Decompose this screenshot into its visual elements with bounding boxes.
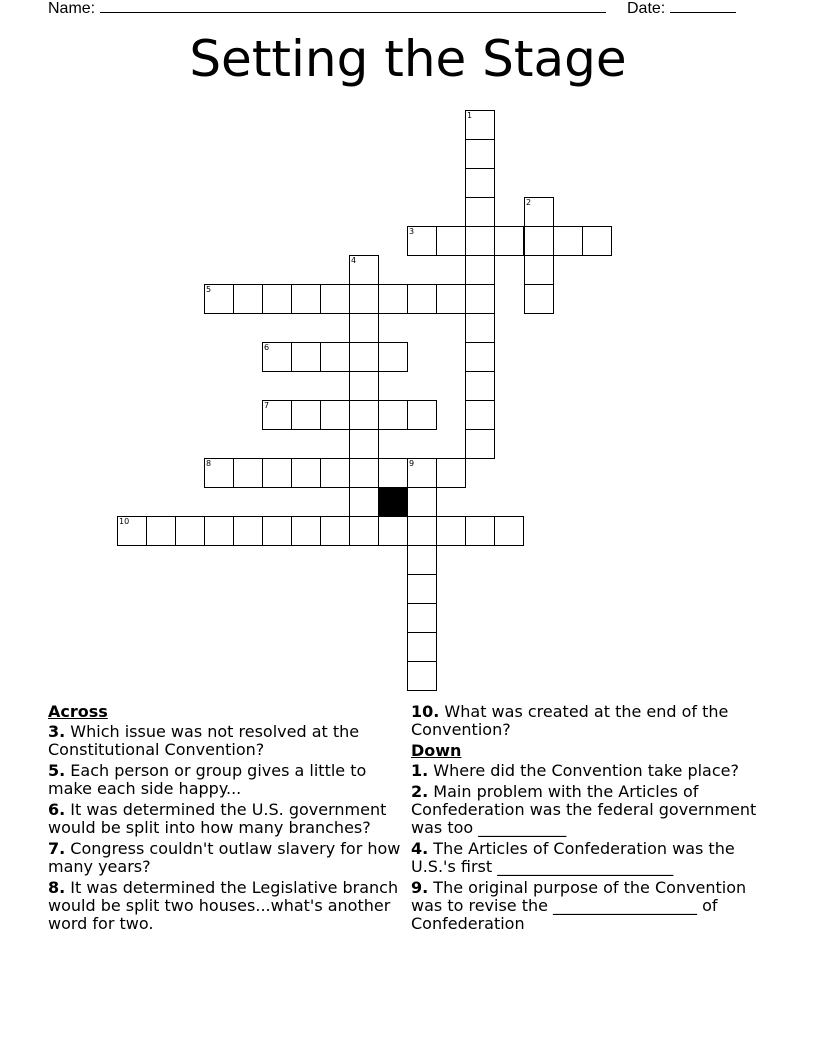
grid-cell[interactable] [349, 284, 379, 314]
grid-cell[interactable] [320, 458, 350, 488]
clue-item-number: 8. [48, 878, 66, 897]
grid-cell[interactable] [262, 342, 292, 372]
grid-cell[interactable] [378, 342, 408, 372]
clue-item-text: It was determined the Legislative branch would be split two houses...what's another word for two. [48, 878, 399, 933]
grid-cell[interactable] [291, 458, 321, 488]
clue-item-number: 9. [411, 878, 429, 897]
grid-cell[interactable] [465, 429, 495, 459]
clue-item-text: Where did the Convention take place? [428, 761, 739, 780]
grid-cell[interactable] [320, 400, 350, 430]
clue-item-text: It was determined the U.S. government would be split into how many branches? [48, 800, 387, 837]
grid-cell[interactable] [349, 487, 379, 517]
grid-cell[interactable] [320, 342, 350, 372]
clue-number: 1 [467, 111, 473, 120]
clue-item-text: The original purpose of the Convention was to revise the __________________ of Confederation [411, 878, 747, 933]
grid-cell[interactable] [465, 284, 495, 314]
grid-cell[interactable] [349, 342, 379, 372]
grid-cell[interactable] [436, 458, 466, 488]
grid-cell[interactable] [291, 516, 321, 546]
clue-item [48, 840, 404, 876]
grid-cell[interactable] [349, 516, 379, 546]
grid-cell[interactable] [233, 458, 263, 488]
clue-item-number: 6. [48, 800, 66, 819]
clue-item-text: What was created at the end of the Convention? [411, 702, 729, 739]
date-field [627, 0, 736, 18]
clue-item [48, 762, 404, 798]
grid-cell[interactable] [320, 284, 350, 314]
grid-cell[interactable] [146, 516, 176, 546]
clue-item-number: 4. [411, 839, 429, 858]
grid-cell[interactable] [407, 487, 437, 517]
grid-cell[interactable] [524, 284, 554, 314]
grid-cell[interactable] [407, 545, 437, 575]
clue-number: 8 [206, 459, 212, 468]
grid-cell[interactable] [465, 400, 495, 430]
grid-cell[interactable] [407, 284, 437, 314]
grid-cell[interactable] [407, 226, 437, 256]
grid-cell[interactable] [262, 516, 292, 546]
clue-number: 5 [206, 285, 212, 294]
grid-cell[interactable] [524, 197, 554, 227]
grid-cell[interactable] [349, 313, 379, 343]
clue-number: 2 [526, 198, 532, 207]
clue-item-text: Each person or group gives a little to make each side happy... [48, 761, 367, 798]
grid-cell[interactable] [291, 400, 321, 430]
grid-cell[interactable] [378, 458, 408, 488]
clue-item-text: Which issue was not resolved at the Constitutional Convention? [48, 722, 360, 759]
grid-cell[interactable] [349, 371, 379, 401]
grid-cell[interactable] [378, 516, 408, 546]
clue-number: 3 [409, 227, 415, 236]
date-label: Date: [627, 0, 666, 17]
grid-cell[interactable] [436, 226, 466, 256]
down-heading: Down [411, 741, 462, 760]
clue-item [411, 762, 767, 780]
grid-cell[interactable] [465, 110, 495, 140]
name-field [48, 0, 606, 18]
grid-cell[interactable] [465, 168, 495, 198]
grid-cell[interactable] [233, 516, 263, 546]
clue-item-number: 2. [411, 782, 429, 801]
clue-item [48, 801, 404, 837]
grid-cell[interactable] [465, 139, 495, 169]
clue-number: 7 [264, 401, 270, 410]
across-clue-list [48, 723, 404, 933]
grid-cell[interactable] [291, 342, 321, 372]
grid-cell[interactable] [465, 197, 495, 227]
clues-right-column [411, 703, 767, 936]
grid-cell[interactable] [524, 255, 554, 285]
clue-item [48, 723, 404, 759]
clue-item [411, 703, 767, 739]
grid-cell[interactable] [465, 342, 495, 372]
clue-number: 4 [351, 256, 357, 265]
grid-cell[interactable] [553, 226, 583, 256]
clue-item [411, 879, 767, 933]
grid-cell[interactable] [436, 516, 466, 546]
grid-cell[interactable] [349, 255, 379, 285]
clue-item [411, 783, 767, 837]
clue-item-number: 1. [411, 761, 429, 780]
grid-cell[interactable] [262, 458, 292, 488]
grid-cell[interactable] [524, 226, 554, 256]
grid-cell[interactable] [175, 516, 205, 546]
grid-cell[interactable] [349, 400, 379, 430]
grid-cell[interactable] [378, 400, 408, 430]
grid-cell[interactable] [320, 516, 350, 546]
grid-cell[interactable] [407, 603, 437, 633]
grid-cell[interactable] [465, 516, 495, 546]
date-line[interactable] [670, 0, 736, 13]
grid-cell[interactable] [465, 371, 495, 401]
clue-item-text: Congress couldn't outlaw slavery for how many years? [48, 839, 401, 876]
clue-item [411, 840, 767, 876]
grid-cell[interactable] [465, 226, 495, 256]
name-label: Name: [48, 0, 96, 17]
grid-cell[interactable] [465, 313, 495, 343]
clue-number: 6 [264, 343, 270, 352]
grid-cell[interactable] [407, 516, 437, 546]
clue-item-text: Main problem with the Articles of Confederation was the federal government was too ___________ [411, 782, 757, 837]
across-clue-list-continued [411, 703, 767, 739]
clue-item-number: 10. [411, 702, 440, 721]
grid-cell[interactable] [204, 458, 234, 488]
across-heading: Across [48, 702, 108, 721]
grid-cell[interactable] [436, 284, 466, 314]
grid-cell[interactable] [233, 284, 263, 314]
puzzle-title: Setting the Stage [189, 30, 627, 88]
grid-cell[interactable] [407, 458, 437, 488]
grid-cell[interactable] [407, 632, 437, 662]
grid-cell[interactable] [407, 661, 437, 691]
grid-cell[interactable] [204, 284, 234, 314]
clue-number: 9 [409, 459, 415, 468]
clue-item [48, 879, 404, 933]
grid-cell[interactable] [407, 400, 437, 430]
grid-cell[interactable] [262, 400, 292, 430]
grid-cell[interactable] [494, 516, 524, 546]
clue-number: 10 [119, 517, 130, 526]
grid-cell[interactable] [378, 284, 408, 314]
clues-left-column [48, 703, 404, 936]
clue-item-text: The Articles of Confederation was the U.S.'s first ______________________ [411, 839, 735, 876]
grid-cell[interactable] [582, 226, 612, 256]
clue-item-number: 3. [48, 722, 66, 741]
name-line[interactable] [100, 0, 606, 13]
clue-item-number: 5. [48, 761, 66, 780]
grid-cell[interactable] [407, 574, 437, 604]
grid-cell[interactable] [494, 226, 524, 256]
blocked-cell [378, 487, 408, 517]
grid-cell[interactable] [262, 284, 292, 314]
down-clue-list [411, 762, 767, 933]
clue-item-number: 7. [48, 839, 66, 858]
grid-cell[interactable] [465, 255, 495, 285]
grid-cell[interactable] [349, 458, 379, 488]
grid-cell[interactable] [291, 284, 321, 314]
grid-cell[interactable] [117, 516, 147, 546]
grid-cell[interactable] [349, 429, 379, 459]
grid-cell[interactable] [204, 516, 234, 546]
